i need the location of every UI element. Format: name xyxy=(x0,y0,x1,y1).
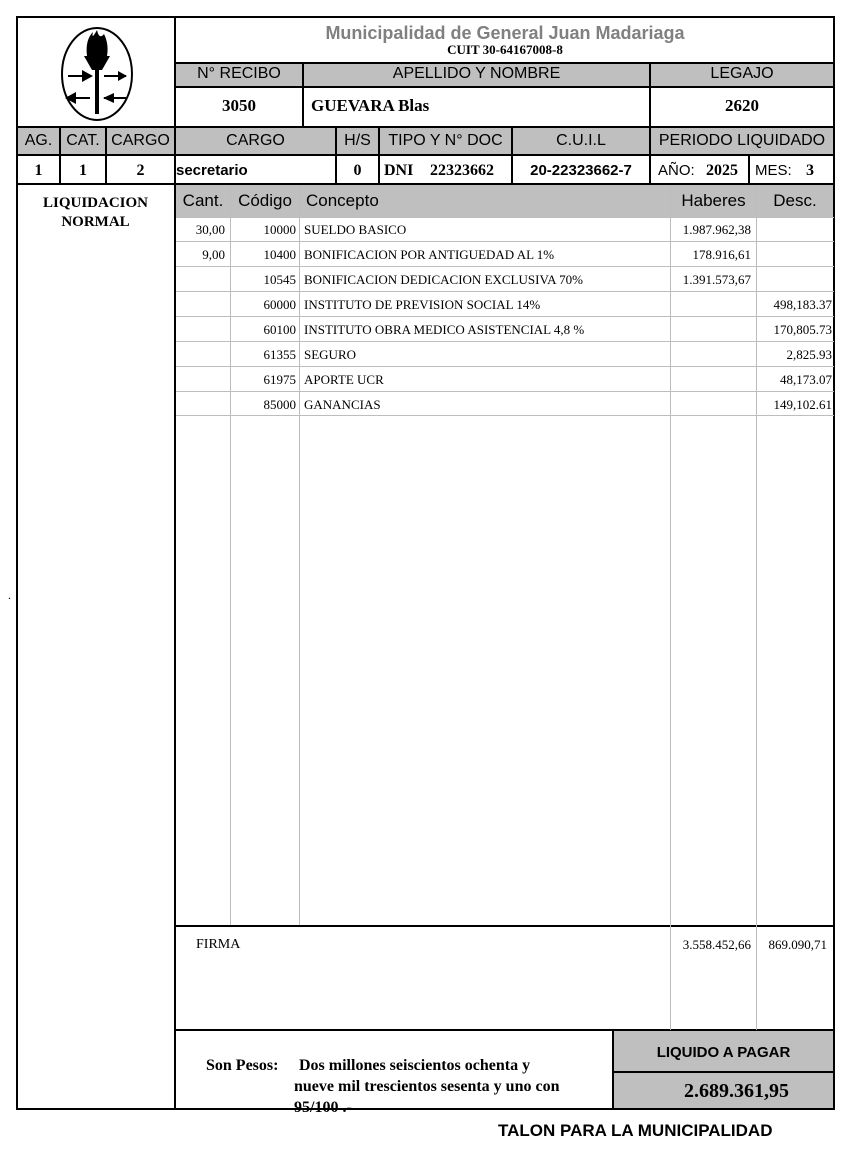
concepto-cell: SUELDO BASICO xyxy=(304,222,407,237)
cat-label: CAT. xyxy=(66,132,100,149)
municipality-title: Municipalidad de General Juan Madariaga xyxy=(325,23,685,43)
concepto-cell: APORTE UCR xyxy=(304,372,384,387)
recibo-label: N° RECIBO xyxy=(197,65,281,82)
cargo-num-label: CARGO xyxy=(111,132,170,149)
hs-label: H/S xyxy=(344,132,371,149)
liquido-value: 2.689.361,95 xyxy=(684,1080,789,1102)
concepto-cell: GANANCIAS xyxy=(304,397,381,412)
anio-label: AÑO: xyxy=(658,162,695,179)
haberes-cell: 1.391.573,67 xyxy=(682,272,751,287)
mes-value: 3 xyxy=(806,162,814,179)
desc-header: Desc. xyxy=(773,191,817,210)
cant-cell: 9,00 xyxy=(202,247,225,262)
ag-value: 1 xyxy=(34,162,43,179)
cargo-num-value: 2 xyxy=(136,162,145,179)
amount-words-line2: nueve mil trescientos sesenta y uno con xyxy=(294,1078,560,1095)
legajo-number: 2620 xyxy=(725,96,759,115)
total-desc: 869.090,71 xyxy=(768,937,827,952)
mes-label: MES: xyxy=(755,162,792,179)
son-pesos-label: Son Pesos: xyxy=(206,1057,279,1074)
hs-value: 0 xyxy=(353,162,362,179)
desc-cell: 2,825.93 xyxy=(786,347,832,362)
legajo-label: LEGAJO xyxy=(710,65,774,82)
codigo-cell: 10000 xyxy=(263,222,296,237)
haberes-cell: 178.916,61 xyxy=(692,247,751,262)
stray-mark: . xyxy=(8,588,11,602)
total-haberes: 3.558.452,66 xyxy=(682,937,751,952)
codigo-cell: 60000 xyxy=(263,297,296,312)
doc-type: DNI xyxy=(384,162,414,179)
municipal-seal-logo xyxy=(60,26,134,122)
cuil-value: 20-22323662-7 xyxy=(530,162,632,179)
cant-header: Cant. xyxy=(182,191,224,210)
amount-words-line3: 95/100 .- xyxy=(294,1099,352,1116)
apellido-nombre-label: APELLIDO Y NOMBRE xyxy=(392,65,561,82)
cargo-value: secretario xyxy=(176,162,248,179)
firma-label: FIRMA xyxy=(196,937,241,952)
desc-cell: 170,805.73 xyxy=(773,322,832,337)
tipo-doc-label: TIPO Y N° DOC xyxy=(388,132,503,149)
desc-cell: 498,183.37 xyxy=(773,297,832,312)
codigo-cell: 10545 xyxy=(263,272,296,287)
doc-number: 22323662 xyxy=(430,162,494,179)
desc-cell: 48,173.07 xyxy=(780,372,832,387)
cuit-number: CUIT 30-64167008-8 xyxy=(447,42,563,57)
concepto-cell: INSTITUTO DE PREVISION SOCIAL 14% xyxy=(304,297,541,312)
concepto-cell: BONIFICACION DEDICACION EXCLUSIVA 70% xyxy=(304,272,583,287)
cargo-label: CARGO xyxy=(226,132,285,149)
codigo-header: Código xyxy=(238,191,292,210)
ag-label: AG. xyxy=(24,132,53,149)
liquido-label: LIQUIDO A PAGAR xyxy=(656,1044,791,1061)
codigo-cell: 85000 xyxy=(263,397,296,412)
concepto-header: Concepto xyxy=(306,191,379,210)
periodo-label: PERIODO LIQUIDADO xyxy=(658,132,826,149)
anio-value: 2025 xyxy=(706,162,738,179)
cant-cell: 30,00 xyxy=(195,222,225,237)
concepto-cell: INSTITUTO OBRA MEDICO ASISTENCIAL 4,8 % xyxy=(304,322,585,337)
codigo-cell: 60100 xyxy=(263,322,296,337)
cuil-label: C.U.I.L xyxy=(556,132,606,149)
concepto-cell: BONIFICACION POR ANTIGUEDAD AL 1% xyxy=(304,247,555,262)
concepto-cell: SEGURO xyxy=(304,347,357,362)
liquidacion-type: LIQUIDACION NORMAL xyxy=(42,195,148,230)
desc-cell: 149,102.61 xyxy=(773,397,832,412)
talon-footer: TALON PARA LA MUNICIPALIDAD xyxy=(498,1121,773,1140)
recibo-number: 3050 xyxy=(222,96,256,115)
codigo-cell: 10400 xyxy=(263,247,296,262)
codigo-cell: 61975 xyxy=(263,372,296,387)
haberes-cell: 1.987.962,38 xyxy=(682,222,751,237)
amount-words-line1: Dos millones seiscientos ochenta y xyxy=(299,1057,531,1074)
codigo-cell: 61355 xyxy=(263,347,296,362)
cat-value: 1 xyxy=(79,162,87,179)
haberes-header: Haberes xyxy=(681,191,746,210)
employee-name: GUEVARA Blas xyxy=(311,96,430,115)
